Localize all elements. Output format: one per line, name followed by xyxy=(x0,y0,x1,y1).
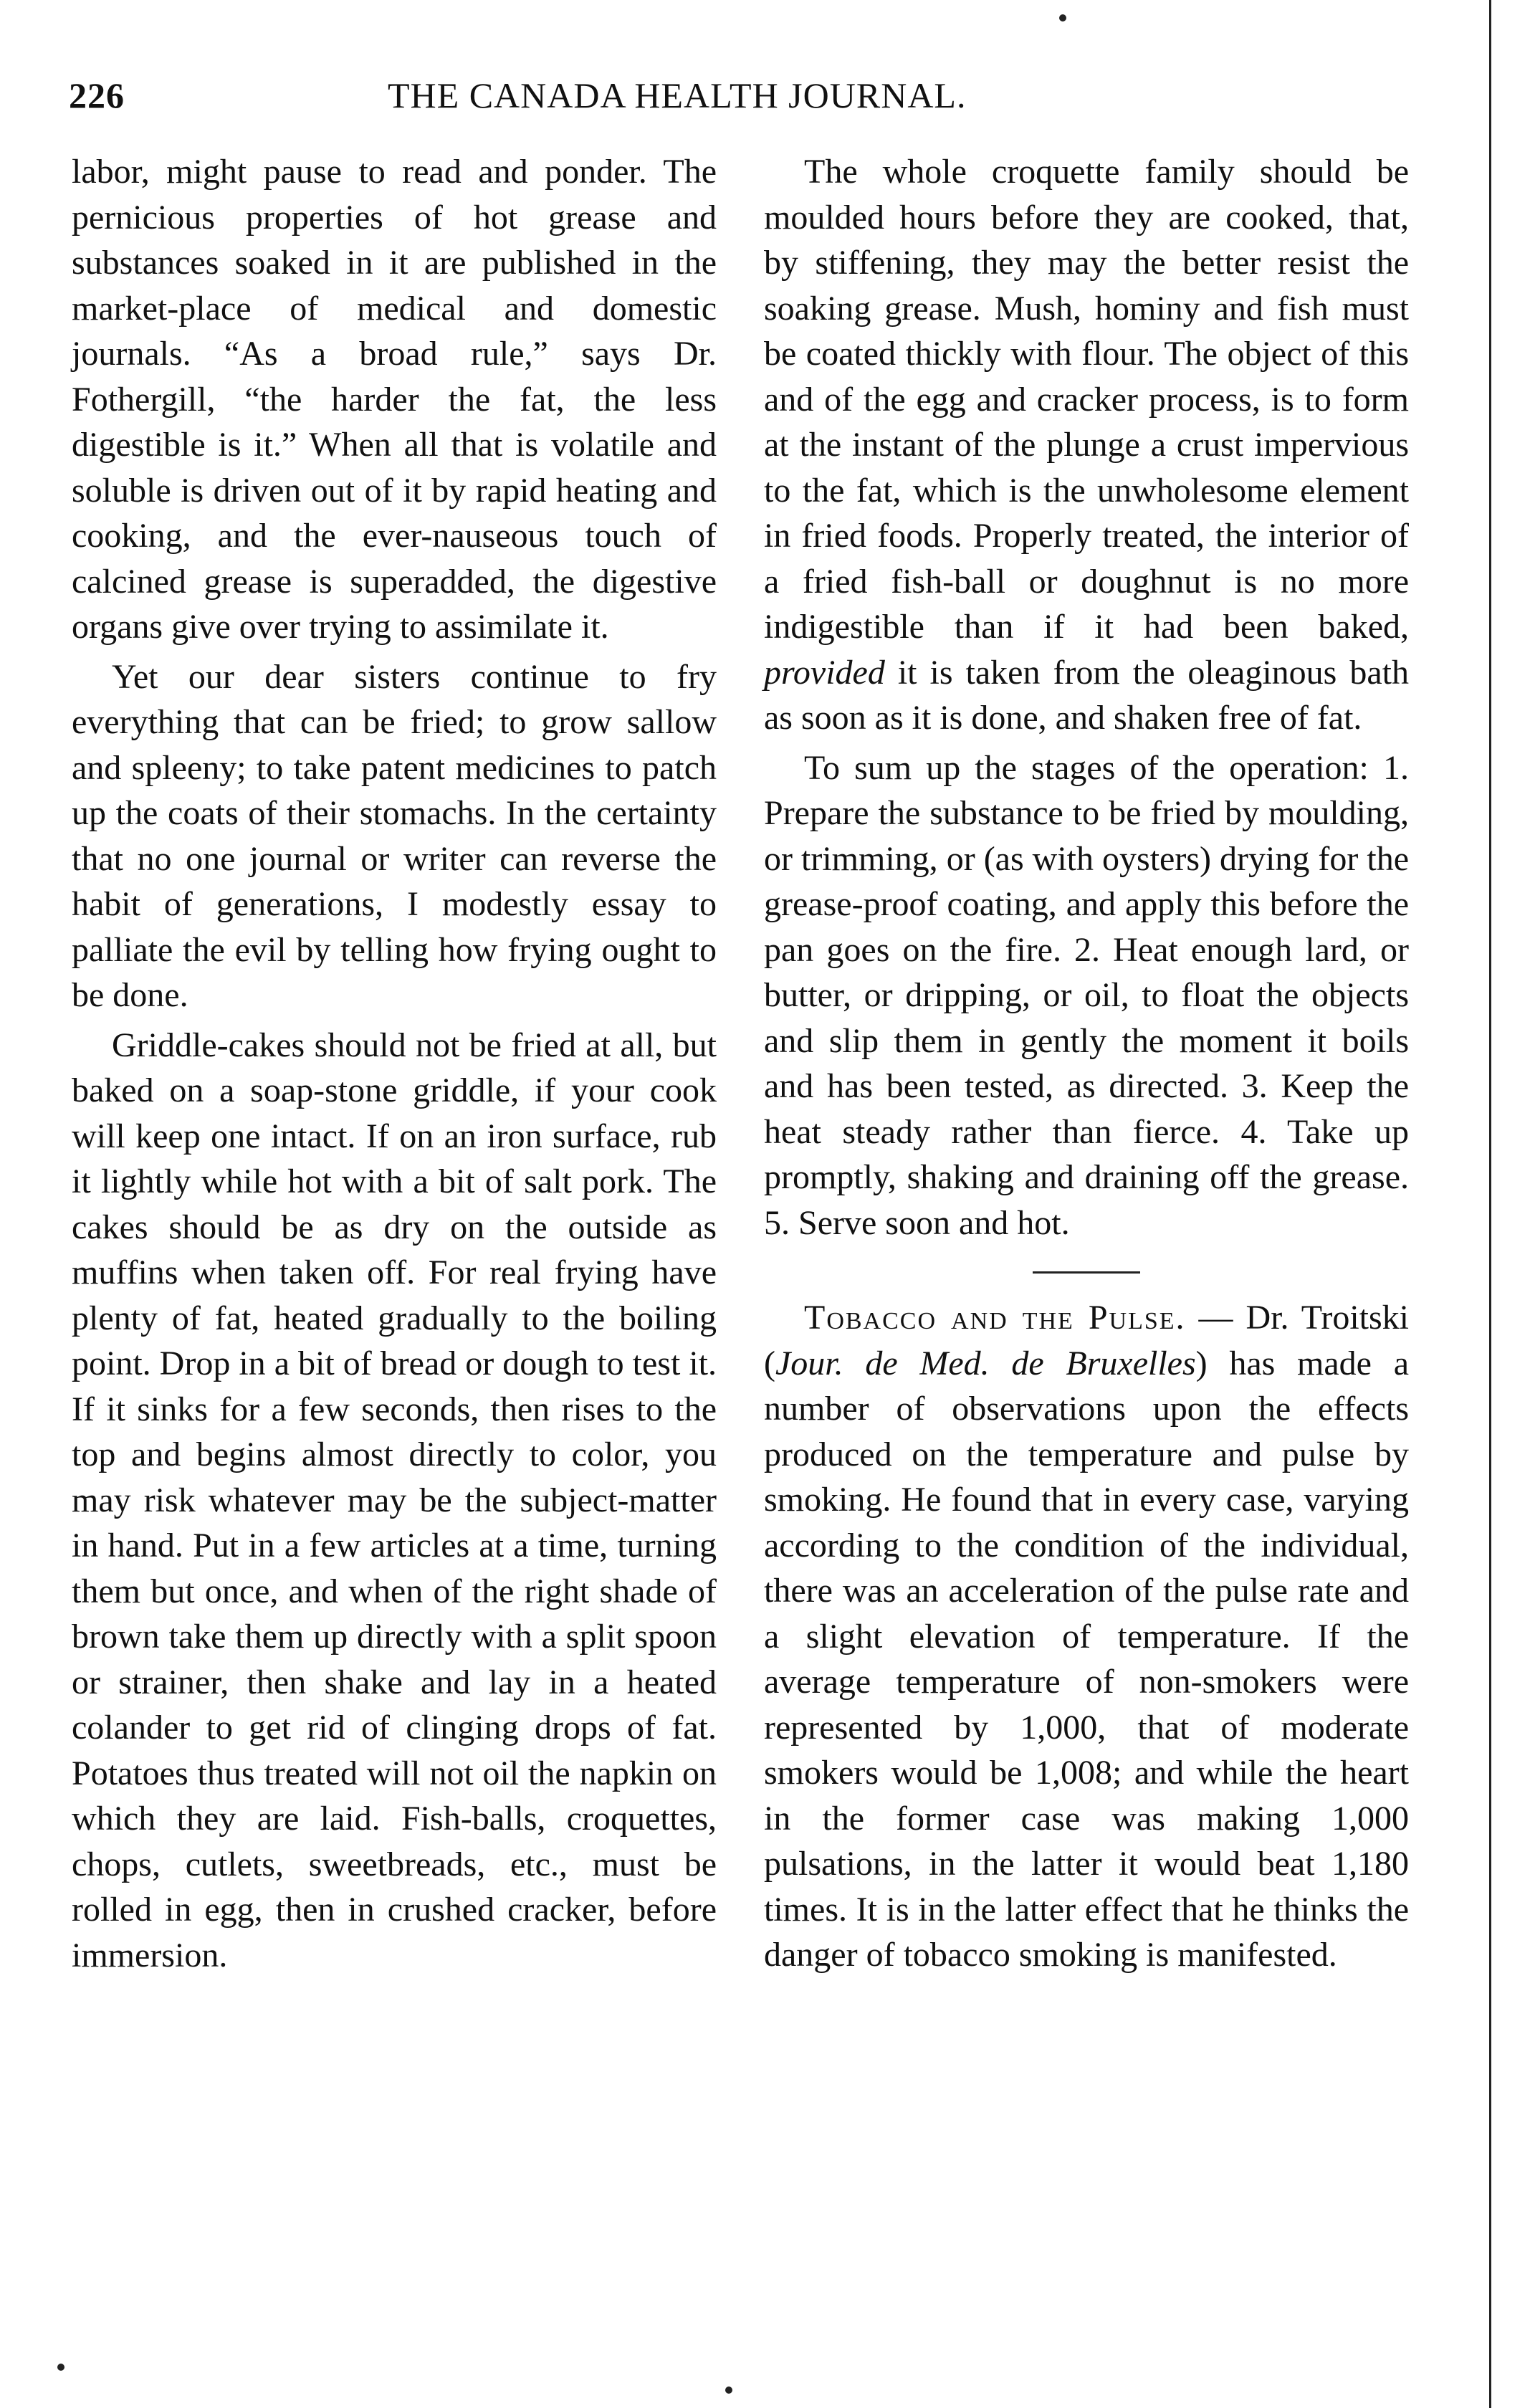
continued-paragraph: labor, might pause to read and ponder. The pernicious properties of hot grease and substances soaked in it are published in the market-place of medical and domestic journals. “As a broad rule,” says Dr. Fothergill, “the harder the fat, the less digestible is it.” When all that is volatile and soluble is driven out of it by rapid heating and cooking, and the ever-nauseous touch of calcined grease is superadded, the digestive organs give over trying to assimilate it. xyxy=(72,153,717,646)
paragraph-sisters-fry: Yet our dear sisters continue to fry everything that can be fried; to grow sallow and spleeny; to take patent medicines to patch up the coats of their stomachs. In the certainty that no one journal or writer can reverse the habit of generations, I modestly essay to palliate the evil by telling how frying ought to be done. xyxy=(72,657,717,1014)
croquette-text-end: it is taken from the oleaginous bath as soon as it is done, and shaken free of fat. xyxy=(764,653,1409,737)
paragraph-griddle-cakes: Griddle-cakes should not be fried at all, but baked on a soap-stone griddle, if your cook will keep one intact. If on an iron surface, rub it lightly while hot with a bit of salt pork. The cakes should be as dry on the outside as muffins when taken off. For real frying have plenty of fat, heated gradually to the boiling point. Drop in a bit of bread or dough to test it. If it sinks for a few seconds, then rises to the top and begins almost directly to color, you may risk whatever may be the subject-matter in hand. Put in a few articles at a time, turning them but once, and when of the right shade of brown take them up directly with a split spoon or strainer, then shake and lay in a heated colander to get rid of clinging drops of fat. Potatoes thus treated will not oil the napkin on which they are laid. Fish-balls, croquettes, chops, cutlets, sweetbreads, etc., must be rolled in egg, then in crushed cracker, before immersion. xyxy=(72,1026,717,1974)
paragraph-tobacco xyxy=(764,1295,1409,1978)
page-header xyxy=(69,69,1072,126)
provided-italic: provided xyxy=(764,653,885,692)
left-column xyxy=(72,149,717,1978)
tobacco-text: ) has made a number of observations upon the effects produced on the temperature and pulse by smoking. He found that in every case, varying according to the condition of the individual, there was an acceleration of the pulse rate and a slight elevation of temperature. If the average temperature of non-smokers were represented by 1,000, that of moderate smokers would be 1,008; and while the heart in the former case was making 1,000 pulsations, in the latter it would beat 1,180 times. It is in the latter effect that he thinks the danger of tobacco smoking is manifested. xyxy=(764,1344,1410,1974)
paragraph-croquette xyxy=(764,149,1409,741)
right-column xyxy=(764,149,1409,1978)
journal-title: Jour. de Med. de Bruxelles xyxy=(775,1344,1196,1382)
section-divider xyxy=(1033,1271,1140,1274)
running-title: THE CANADA HEALTH JOURNAL. xyxy=(388,75,967,115)
croquette-text: The whole croquette family should be moulded hours before they are cooked, that, by stiffening, they may the better resist the soaking grease. Mush, hominy and fish must be coated thickly with flour. The object of this and of the egg and cracker process, is to form at the instant of the plunge a crust impervious to the fat, which is the unwholesome element in fried foods. Properly treated, the interior of a fried fish-ball or doughnut is no more indigestible than if it had been baked, xyxy=(764,153,1409,646)
paragraph-sum-up: To sum up the stages of the operation: 1. Prepare the substance to be fried by moulding, or trimming, or (as with oysters) drying for the grease-proof coating, and apply this before the pan goes on the fire. 2. Heat enough lard, or butter, or dripping, or oil, to float the objects and slip them in gently the moment it boils and has been tested, as directed. 3. Keep the heat steady rather than fierce. 4. Take up promptly, shaking and draining off the grease. 5. Serve soon and hot. xyxy=(764,748,1409,1242)
print-speck xyxy=(1059,14,1066,22)
tobacco-dash: — Dr. Troitski ( xyxy=(764,1299,1409,1382)
print-speck xyxy=(725,2386,732,2394)
tobacco-heading: Tobacco and the Pulse. xyxy=(804,1299,1186,1337)
print-speck xyxy=(57,2364,64,2371)
page-number: 226 xyxy=(69,75,125,115)
binding-edge-line xyxy=(1489,0,1491,2408)
